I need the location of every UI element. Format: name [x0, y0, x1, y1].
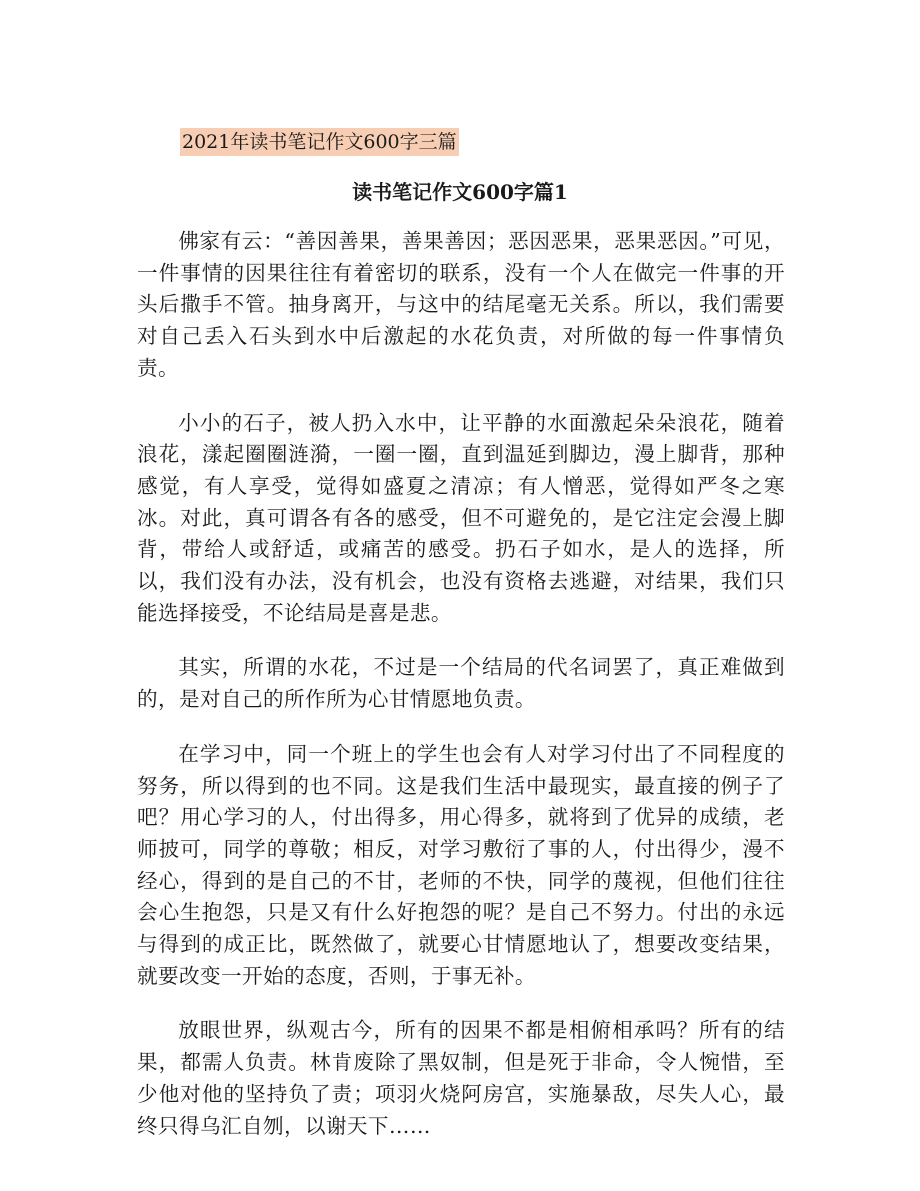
- paragraph-5: 放眼世界，纵观古今，所有的因果不都是相俯相承吗？所有的结果，都需人负责。林肯废除了黑奴制，但是死于非命，令人惋惜，至少他对他的坚持负了责；项羽火烧阿房宫，实施暴敌，尽失人心，最终只得乌汇自刎，以谢天下……: [137, 1018, 785, 1138]
- paragraph-2: 小小的石子，被人扔入水中，让平静的水面激起朵朵浪花，随着浪花，漾起圈圈涟漪，一圈一圈，直到温延到脚边，漫上脚背，那种感觉，有人享受，觉得如盛夏之清凉；有人憎恶，觉得如严冬之寒冰。对此，真可谓各有各的感受，但不可避免的，是它注定会漫上脚背，带给人或舒适，或痛苦的感受。扔石子如水，是人的选择，所以，我们没有办法，没有机会，也没有资格去逃避，对结果，我们只能选择接受，不论结局是喜是悲。: [137, 410, 785, 625]
- document-title: 2021年读书笔记作文600字三篇: [180, 128, 459, 156]
- paragraph-1: 佛家有云：“善因善果，善果善因；恶因恶果，恶果恶因。”可见，一件事情的因果往往有着密切的联系，没有一个人在做完一件事的开头后撒手不管。抽身离开，与这中的结尾毫无关系。所以，我们需要对自己丢入石头到水中后激起的水花负责，对所做的每一件事情负责。: [137, 229, 785, 380]
- paragraph-4: 在学习中，同一个班上的学生也会有人对学习付出了不同程度的努务，所以得到的也不同。这是我们生活中最现实，最直接的例子了吧？用心学习的人，付出得多，用心得多，就将到了优异的成绩，老师披可，同学的尊敬；相反，对学习敷衍了事的人，付出得少，漫不经心，得到的是自己的不甘，老师的不快，同学的蔑视，但他们往往会心生抱怨，只是又有什么好抱怨的呢？是自己不努力。付出的永远与得到的成正比，既然做了，就要心甘情愿地认了，想要改变结果，就要改变一开始的态度，否则，于事无补。: [137, 741, 785, 988]
- paragraph-3: 其实，所谓的水花，不过是一个结局的代名词罢了，真正难做到的，是对自己的所作所为心甘情愿地负责。: [137, 655, 785, 712]
- article-body: [137, 226, 785, 1165]
- section-heading: 读书笔记作文600字篇1: [352, 180, 568, 204]
